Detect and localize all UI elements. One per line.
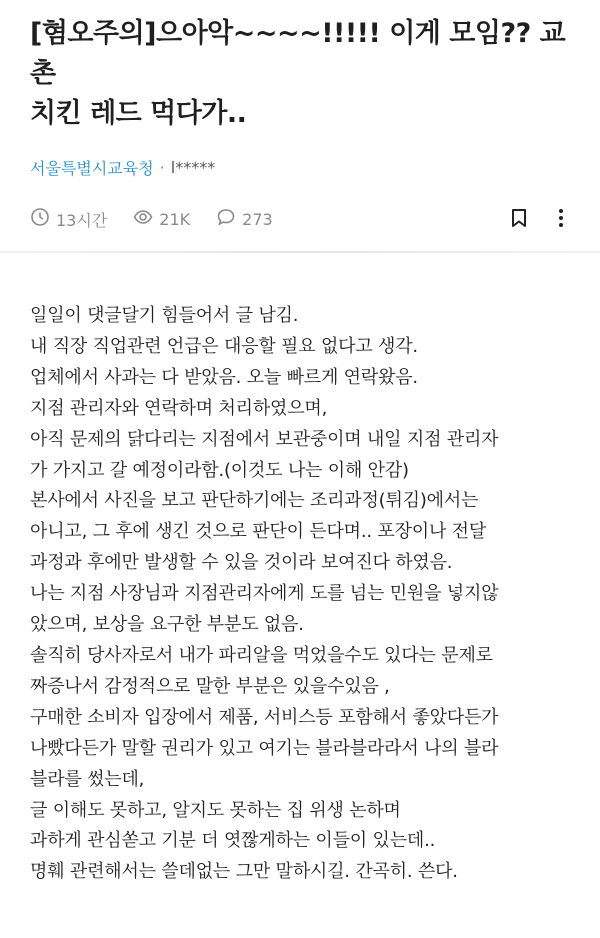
body-line: 나는 지점 사장님과 지점관리자에게 도를 넘는 민원을 넣지않 (30, 583, 499, 605)
stats-bar (30, 207, 570, 231)
eye-icon (133, 207, 153, 231)
body-line: 글 이해도 못하고, 알지도 못하는 집 위생 논하며 (30, 799, 401, 821)
comments-stat[interactable] (216, 207, 273, 231)
views-count: 21K (159, 209, 191, 229)
body-line: 지점 관리자와 연락하며 처리하였으며, (30, 397, 328, 419)
post-meta (30, 156, 570, 179)
body-line: 블라를 썼는데, (30, 768, 145, 790)
comment-icon (216, 207, 236, 231)
body-line: 짜증나서 감정적으로 말한 부분은 있을수있음 , (30, 675, 390, 697)
meta-separator: · (159, 158, 165, 177)
post-title-line-2: 치킨 레드 먹다가.. (30, 98, 247, 129)
comments-count: 273 (242, 209, 273, 229)
body-line: 아니고, 그 후에 생긴 것으로 판단이 든다며.. 포장이나 전달 (30, 521, 487, 543)
body-line: 일일이 댓글달기 힘들어서 글 남김. (30, 305, 299, 326)
post-body (0, 261, 600, 888)
clock-icon (30, 207, 50, 231)
body-line: 아직 문제의 닭다리는 지점에서 보관중이며 내일 지점 관리자 (30, 428, 499, 450)
more-vertical-icon (558, 208, 564, 231)
author-name: l***** (170, 158, 216, 177)
time-stat (30, 207, 107, 231)
body-line: 았으며, 보상을 요구한 부분도 없음. (30, 614, 304, 636)
bookmark-icon (510, 208, 528, 231)
body-line: 나빴다든가 말할 권리가 있고 여기는 블라블라라서 나의 블라 (30, 737, 499, 759)
bookmark-button[interactable] (510, 208, 528, 231)
post-actions (510, 208, 570, 231)
more-options-button[interactable] (558, 208, 564, 231)
body-line: 솔직히 당사자로서 내가 파리알을 먹었을수도 있다는 문제로 (30, 644, 493, 666)
body-line: 명훼 관련해서는 쓸데없는 그만 말하시길. 간곡히. 쓴다. (30, 861, 458, 883)
post-title-line-1: [혐오주의]으아악~~~~!!!!! 이게 모임?? 교촌 (30, 18, 566, 89)
post-header (0, 0, 600, 231)
post-title (30, 14, 570, 134)
body-line: 과하게 관심쏟고 기분 더 엿짢게하는 이들이 있는데.. (30, 830, 436, 852)
body-line: 과정과 후에만 발생할 수 있을 것이라 보여진다 하였음. (30, 552, 453, 574)
views-stat (133, 207, 190, 231)
body-line: 업체에서 사과는 다 받았음. 오늘 빠르게 연락왔음. (30, 366, 418, 388)
body-line: 가 가지고 갈 예정이라함.(이것도 나는 이해 안감) (30, 459, 409, 481)
body-line: 구매한 소비자 입장에서 제품, 서비스등 포함해서 좋았다든가 (30, 706, 499, 728)
body-line: 본사에서 사진을 보고 판단하기에는 조리과정(튀김)에서는 (30, 490, 479, 512)
organization-link[interactable]: 서울특별시교육청 (30, 159, 154, 178)
header-divider (0, 251, 600, 253)
body-line: 내 직장 직업관련 언급은 대응할 필요 없다고 생각. (30, 335, 418, 357)
time-label: 13시간 (56, 210, 108, 230)
